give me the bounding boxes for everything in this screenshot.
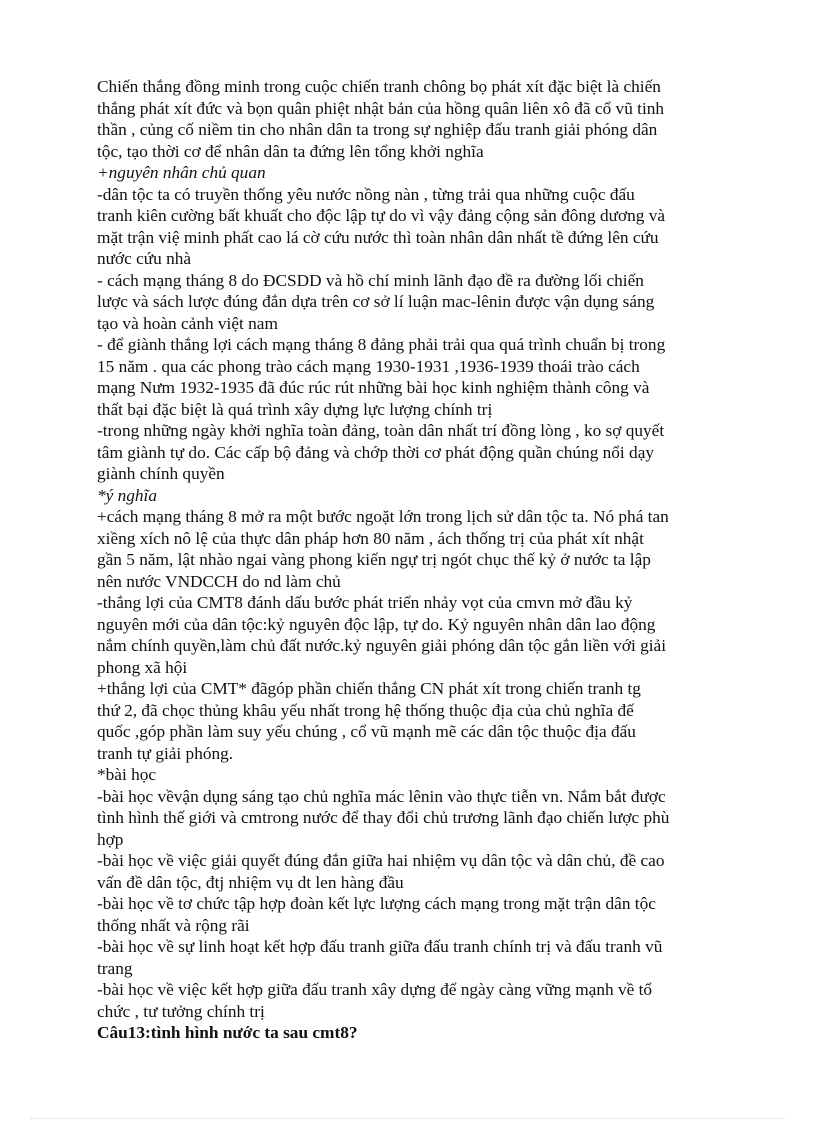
text-line: nên nước VNDCCH do nd làm chủ: [97, 571, 341, 591]
text-line: giành chính quyền: [97, 464, 225, 483]
text-line: -dân tộc ta có truyền thống yêu nước nồng nàn , từng trải qua những cuộc đấu: [97, 184, 635, 204]
subsection-heading: *ý nghĩa: [97, 485, 157, 505]
text-line: nguyên mới của dân tộc:kỷ nguyên độc lập, tự do. Kỷ nguyên nhân dân lao động: [97, 614, 656, 634]
text-line: mặt trận việ minh phất cao lá cờ cứu nước thì toàn nhân dân nhất tề đứng lên cứu: [97, 227, 659, 247]
text-line: - cách mạng tháng 8 do ĐCSDD và hồ chí minh lãnh đạo đề ra đường lối chiến: [97, 270, 644, 290]
text-line: tâm giành tự do. Các cấp bộ đảng và chớp thời cơ phát động quần chúng nổi dạy: [97, 442, 655, 462]
text-line: nước cứu nhà: [97, 249, 192, 268]
text-line: thống nhất và rộng rãi: [97, 915, 250, 935]
text-line: *bài học: [97, 765, 157, 784]
text-line: quốc ,góp phần làm suy yếu chúng , cổ vũ mạnh mẽ các dân tộc thuộc địa đấu: [97, 722, 636, 741]
page-footer-rule: [30, 1118, 786, 1119]
section-heading: Câu13:tình hình nước ta sau cmt8?: [97, 1023, 358, 1042]
text-line: -bài học về sự linh hoạt kết hợp đấu tranh giữa đấu tranh chính trị và đấu tranh vũ: [97, 937, 663, 956]
text-line: trang: [97, 958, 133, 978]
text-line: +cách mạng tháng 8 mở ra một bước ngoặt lớn trong lịch sử dân tộc ta. Nó phá tan: [97, 507, 669, 526]
text-line: mạng Nưm 1932-1935 đã đúc rúc rút những bài học kinh nghiệm thành công và: [97, 378, 650, 397]
text-line: chức , tư tưởng chính trị: [97, 1001, 265, 1021]
text-line: -trong những ngày khởi nghĩa toàn đảng, toàn dân nhất trí đồng lòng , ko sợ quyết: [97, 421, 665, 440]
text-line: - để giành thắng lợi cách mạng tháng 8 đảng phải trải qua quá trình chuẩn bị trong: [97, 335, 666, 354]
text-line: Chiến thắng đồng minh trong cuộc chiến tranh chông bọ phát xít đặc biệt là chiến: [97, 77, 661, 96]
text-line: thắng phát xít đức và bọn quân phiệt nhật bản của hồng quân liên xô đã cổ vũ tinh: [97, 98, 665, 118]
text-line: nắm chính quyền,làm chủ đất nước.kỷ nguyên giải phóng dân tộc gắn liền với giải: [97, 636, 666, 655]
text-line: tranh kiên cường bất khuất cho độc lập tự do vì vậy đảng cộng sản đông dương và: [97, 206, 666, 225]
text-line: 15 năm . qua các phong trào cách mạng 1930-1931 ,1936-1939 thoái trào cách: [97, 356, 640, 376]
text-line: thất bại đặc biệt là quá trình xây dựng lực lượng chính trị: [97, 399, 493, 419]
text-line: +thắng lợi của CMT* đãgóp phần chiến thắng CN phát xít trong chiến tranh tg: [97, 679, 641, 698]
text-line: hợp: [97, 829, 124, 849]
text-line: thần , củng cố niềm tin cho nhân dân ta trong sự nghiệp đấu tranh giải phóng dân: [97, 120, 658, 139]
text-line: thứ 2, đã chọc thủng khâu yếu nhất trong hệ thống thuộc địa của chủ nghĩa đế: [97, 700, 634, 720]
text-line: -bài học về việc giải quyết đúng đắn giữa hai nhiệm vụ dân tộc và dân chủ, đề cao: [97, 851, 665, 870]
document-body: [97, 76, 737, 1044]
text-line: tộc, tạo thời cơ để nhân dân ta đứng lên tổng khởi nghĩa: [97, 141, 484, 161]
text-line: tình hình thế giới và cmtrong nước để thay đổi chủ trương lãnh đạo chiến lược phù: [97, 808, 670, 827]
subsection-heading: +nguyên nhân chủ quan: [97, 163, 266, 182]
text-line: -thắng lợi của CMT8 đánh dấu bước phát triển nhảy vọt của cmvn mở đầu kỷ: [97, 593, 633, 612]
text-line: -bài học về việc kết hợp giữa đấu tranh xây dựng để ngày càng vững mạnh về tổ: [97, 980, 653, 999]
text-line: tranh tự giải phóng.: [97, 743, 234, 763]
text-line: -bài học vềvận dụng sáng tạo chủ nghĩa mác lênin vào thực tiễn vn. Nắm bắt được: [97, 786, 666, 806]
text-line: -bài học về tơ chức tập hợp đoàn kết lực lượng cách mạng trong mặt trận dân tộc: [97, 894, 656, 913]
text-line: vấn đề dân tộc, đtj nhiệm vụ dt len hàng đầu: [97, 872, 404, 892]
text-line: phong xã hội: [97, 657, 188, 677]
text-line: tạo và hoàn cảnh việt nam: [97, 313, 278, 333]
text-line: xiềng xích nô lệ của thực dân pháp hơn 80 năm , ách thống trị của phát xít nhật: [97, 528, 644, 548]
text-line: gần 5 năm, lật nhào ngai vàng phong kiến ngự trị ngót chục thế kỷ ở nước ta lập: [97, 550, 651, 569]
text-line: lược và sách lược đúng đắn dựa trên cơ sở lí luận mac-lênin được vận dụng sáng: [97, 292, 655, 311]
